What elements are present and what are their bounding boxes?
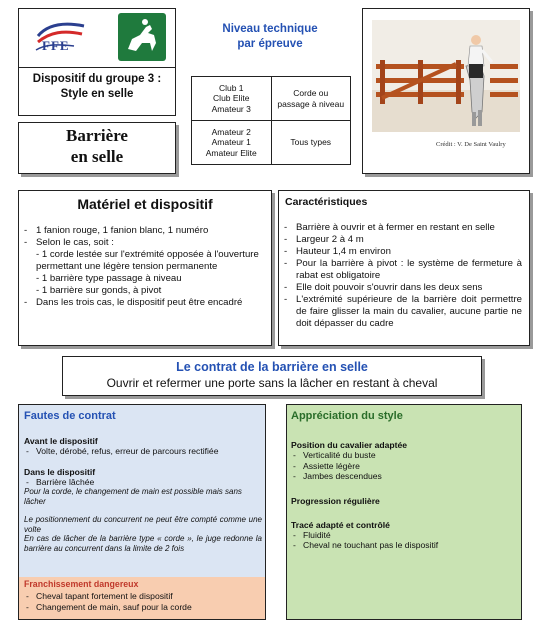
level-line: Club 1 (218, 82, 244, 93)
caracteristiques-list (284, 222, 522, 330)
contrat-description: Ouvrir et refermer une porte sans la lâcher en restant à cheval (106, 376, 438, 390)
epreuve-cell (271, 77, 351, 121)
equestrian-logo-icon (118, 13, 166, 61)
list-item: - Cheval ne touchant pas le dispositif (291, 540, 517, 551)
dans-head: Dans le dispositif (24, 466, 96, 477)
epreuve-line: passage à niveau (277, 98, 345, 109)
avant-head: Avant le dispositif (24, 436, 98, 446)
position-head: Position du cavalier adaptée (291, 440, 408, 450)
list-item: - Barrière à ouvrir et à fermer en restant en selle (284, 222, 522, 234)
level-cell (192, 77, 272, 121)
list-item: - Pour la barrière à pivot : le système de fermeture à rabat est obligatoire (284, 258, 522, 282)
photo-credit: Crédit : V. De Saint Vaulry (436, 141, 506, 148)
list-item: - 1 barrière type passage à niveau (36, 273, 182, 284)
dispositif-line-1: Dispositif du groupe 3 : (32, 73, 162, 85)
niveau-line-2: par épreuve (237, 38, 303, 50)
fautes-note-3: En cas de lâcher de la barrière type « corde », le juge redonne la barrière au concurrent dans la limite de 2 fois (24, 534, 262, 553)
fautes-content (24, 436, 262, 554)
appreciation-content (291, 440, 517, 551)
list-item: - Changement de main, sauf pour la corde (24, 602, 262, 613)
list-item: - Hauteur 1,4 m environ (284, 246, 522, 258)
level-line: Amateur 3 (211, 103, 251, 114)
progression-head: Progression régulière (291, 495, 380, 506)
page-title (18, 125, 176, 167)
list-item: - 1 fanion rouge, 1 fanion blanc, 1 numéro (22, 225, 268, 237)
dans-item: - Barrière lâchée (24, 477, 262, 488)
level-cell (192, 121, 272, 165)
list-item: - 1 corde lestée sur l'extrémité opposée à l'ouverture permettant une légère tension permanente (36, 249, 259, 272)
level-line: Club Elite (213, 93, 250, 104)
dispositif-title (18, 72, 176, 102)
contrat-title: Le contrat de la barrière en selle (176, 360, 368, 374)
table-row (192, 77, 351, 121)
level-line: Amateur Elite (205, 147, 257, 158)
avant-item: - Volte, dérobé, refus, erreur de parcours rectifiée (24, 446, 262, 457)
danger-title: Franchissement dangereux (24, 579, 139, 589)
title-line-2: en selle (70, 147, 124, 166)
title-line-1: Barrière (66, 126, 128, 145)
trace-head: Tracé adapté et contrôlé (291, 519, 390, 530)
list-item: - Cheval tapant fortement le dispositif (24, 591, 262, 602)
list-item: - L'extrémité supérieure de la barrière doit permettre de faire glisser la main du cavalier, aucune partie ne doit dépasser du cadre (284, 294, 522, 330)
danger-list (24, 591, 262, 612)
epreuve-line: Tous types (290, 137, 332, 148)
list-item: - Assiette légère (291, 461, 517, 472)
level-table (191, 76, 351, 165)
list-item: - Fluidité (291, 530, 517, 541)
dispositif-line-2: Style en selle (60, 88, 134, 100)
list-item: - Jambes descendues (291, 471, 517, 482)
list-item: - Largeur 2 à 4 m (284, 234, 522, 246)
epreuve-cell (271, 121, 351, 165)
list-item: - Selon le cas, soit : (22, 237, 268, 249)
materiel-title: Matériel et dispositif (77, 196, 213, 212)
rider-gate-photo (372, 20, 520, 132)
epreuve-line: Corde ou (293, 88, 329, 98)
fautes-title: Fautes de contrat (24, 410, 116, 422)
table-row (192, 121, 351, 165)
caracteristiques-title: Caractéristiques (285, 196, 368, 208)
fautes-note-2: Le positionnement du concurrent ne peut être compté comme une volte (24, 515, 262, 534)
list-item: - Elle doit pouvoir s'ouvrir dans les deux sens (284, 282, 522, 294)
list-item: - 1 barrière sur gonds, à pivot (36, 285, 162, 296)
materiel-list (22, 225, 268, 309)
list-item: - Verticalité du buste (291, 450, 517, 461)
niveau-title (200, 22, 340, 52)
fautes-note-1: Pour la corde, le changement de main est possible mais sans lâcher (24, 487, 242, 506)
level-line: Amateur 1 (211, 137, 251, 148)
niveau-line-1: Niveau technique (222, 23, 318, 35)
ffe-logo-text: FFE (42, 38, 70, 53)
list-item: - Dans les trois cas, le dispositif peut être encadré (22, 297, 268, 309)
appreciation-title: Appréciation du style (291, 410, 403, 422)
level-line: Amateur 2 (211, 126, 251, 137)
